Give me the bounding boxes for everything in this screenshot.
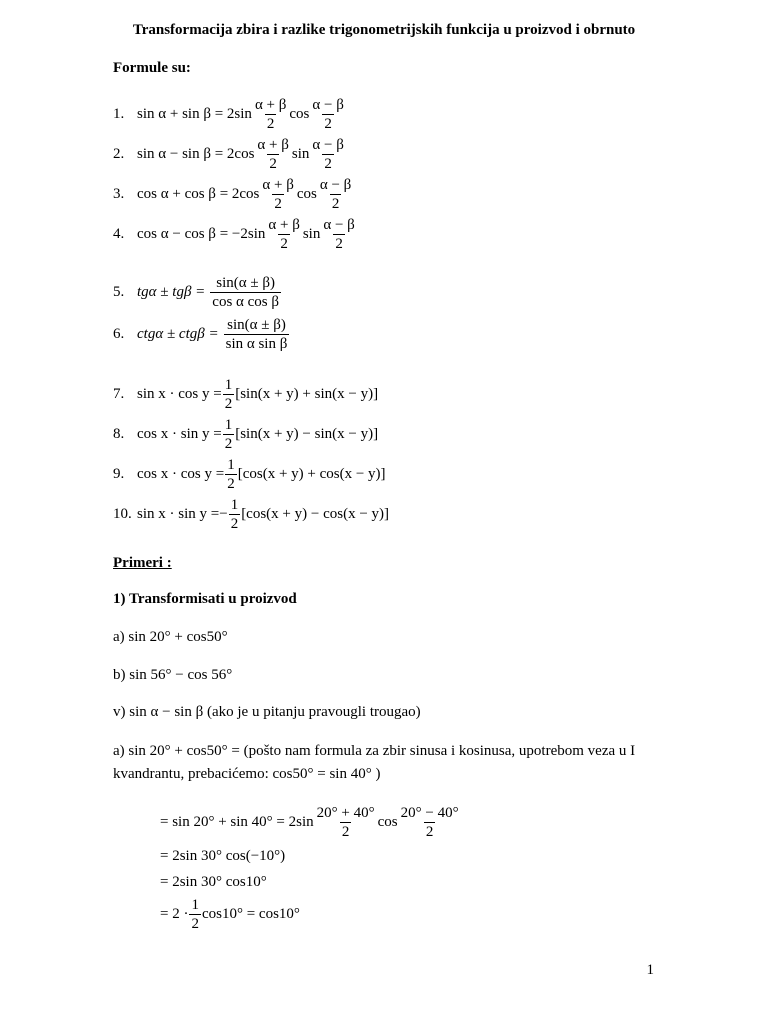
formula-6 — [113, 316, 290, 353]
solution-intro-line-2: kvandrantu, prebacićemo: cos50° = sin 40° ) — [113, 766, 381, 782]
formula-lhs: sin α + sin β = 2sin — [137, 106, 252, 122]
fraction: $\frac{\alpha - \beta}{2}$ — [319, 177, 352, 212]
formula-5 — [113, 274, 282, 311]
task-note: (ako je u pitanju pravougli trougao) — [206, 704, 421, 720]
formula-lhs: sin x · cos y = — [137, 386, 222, 402]
solution-step-1: = sin 20° + sin 40° = 2sin $\frac{20^\circ + 40^\circ}{2}$ cos $\frac{20^\circ - 40^\circ}{2}$ — [160, 805, 459, 840]
formula-7 — [113, 376, 378, 413]
task-b — [113, 667, 232, 684]
solution-step-4: = 2 · $\frac{1}{2}$ cos10° = cos10° — [160, 897, 300, 932]
formula-number: 4. — [113, 226, 125, 242]
formula-lhs: cos α + cos β = 2cos — [137, 186, 260, 202]
task-expression: sin 56° − cos 56° — [129, 667, 233, 683]
formula-rhs: [sin(x + y) − sin(x − y)] — [235, 426, 379, 442]
formula-lhs: cos x · cos y = — [137, 466, 225, 482]
formula-number: 5. — [113, 284, 125, 300]
task-expression: sin 20° + cos50° — [128, 629, 228, 645]
fraction: $\frac{\alpha + \beta}{2}$ — [268, 217, 300, 252]
formula-rhs: [cos(x + y) + cos(x − y)] — [237, 466, 386, 482]
formula-lhs: ctgα ± ctgβ = — [137, 326, 219, 342]
formula-1: 1. sin α + sin β = 2sin $\frac{\alpha + \beta}{2}$ cos $\frac{\alpha - \beta}{2}$ — [113, 97, 344, 132]
fraction: $\frac{\sin(\alpha \pm \beta)}{\text{sin α sin β}}$ — [225, 317, 288, 352]
formula-3: 3. cos α + cos β = 2cos $\frac{\alpha + \beta}{2}$ cos $\frac{\alpha - \beta}{2}$ — [113, 177, 352, 212]
fraction: $\frac{20^\circ - 40^\circ}{2}$ — [400, 805, 459, 840]
formula-number: 10. — [113, 506, 132, 522]
task-a — [113, 629, 228, 646]
fraction: $\frac{\alpha - \beta}{2}$ — [312, 97, 344, 132]
page-number: 1 — [646, 962, 654, 978]
formula-9 — [113, 456, 386, 493]
formula-number: 3. — [113, 186, 125, 202]
formula-lhs: cos α − cos β = −2sin — [137, 226, 266, 242]
formula-10: 10. sin x · sin y = − $\frac{1}{2}$ [cos(x + y) − cos(x − y)] — [113, 497, 390, 532]
solution-step-2: = 2sin 30° cos(−10°) — [160, 848, 286, 864]
fraction: $\frac{1}{2}$ — [224, 417, 233, 452]
fraction: $\frac{\alpha + \beta}{2}$ — [254, 97, 287, 132]
fraction: $\frac{20^\circ + 40^\circ}{2}$ — [316, 805, 375, 840]
formula-number: 8. — [113, 426, 125, 442]
task-label: v) — [113, 704, 126, 720]
task-expression: sin α − sin β — [129, 704, 204, 720]
fraction: $\frac{1}{2}$ — [191, 897, 199, 932]
task-label: b) — [113, 667, 126, 683]
formula-lhs: cos x · sin y = — [137, 426, 222, 442]
formula-number: 2. — [113, 146, 125, 162]
formula-2: 2. sin α − sin β = 2cos $\frac{\alpha + \beta}{2}$ sin $\frac{\alpha - \beta}{2}$ — [113, 137, 344, 172]
page-title: Transformacija zbira i razlike trigonometrijskih funkcija u proizvod i obrnuto — [132, 22, 636, 38]
fraction: $\frac{1}{2}$ — [227, 457, 235, 492]
examples-heading: Primeri : — [113, 555, 172, 571]
fraction: $\frac{\alpha - \beta}{2}$ — [312, 137, 344, 172]
solution-step-3: = 2sin 30° cos10° — [160, 874, 267, 890]
task-v — [113, 704, 421, 721]
formula-number: 6. — [113, 326, 125, 342]
formula-number: 7. — [113, 386, 125, 402]
formula-number: 1. — [113, 106, 125, 122]
task-label: a) — [113, 629, 125, 645]
fraction: $\frac{\sin(\alpha \pm \beta)}{\text{cos α cos β}}$ — [212, 275, 280, 310]
fraction: $\frac{\alpha + \beta}{2}$ — [257, 137, 289, 172]
fraction: $\frac{1}{2}$ — [224, 377, 233, 412]
fraction: $\frac{\alpha - \beta}{2}$ — [323, 217, 355, 252]
fraction: $\frac{\alpha + \beta}{2}$ — [262, 177, 294, 212]
formula-lhs: sin x · sin y = — [137, 506, 220, 522]
task-heading: 1) Transformisati u proizvod — [113, 591, 297, 607]
solution-intro-line-1: a) sin 20° + cos50° = (pošto nam formula za zbir sinusa i kosinusa, upotrebom veza u I — [113, 743, 636, 759]
formulas-heading: Formule su: — [113, 60, 191, 76]
fraction: $\frac{1}{2}$ — [230, 497, 239, 532]
formula-8 — [113, 416, 378, 453]
formula-rhs: [cos(x + y) − cos(x − y)] — [241, 506, 390, 522]
formula-rhs: [sin(x + y) + sin(x − y)] — [235, 386, 379, 402]
formula-lhs: tgα ± tgβ = — [137, 284, 206, 300]
formula-4: 4. cos α − cos β = −2sin $\frac{\alpha + \beta}{2}$ sin $\frac{\alpha - \beta}{2}$ — [113, 217, 355, 252]
formula-lhs: sin α − sin β = 2cos — [137, 146, 255, 162]
formula-number: 9. — [113, 466, 125, 482]
